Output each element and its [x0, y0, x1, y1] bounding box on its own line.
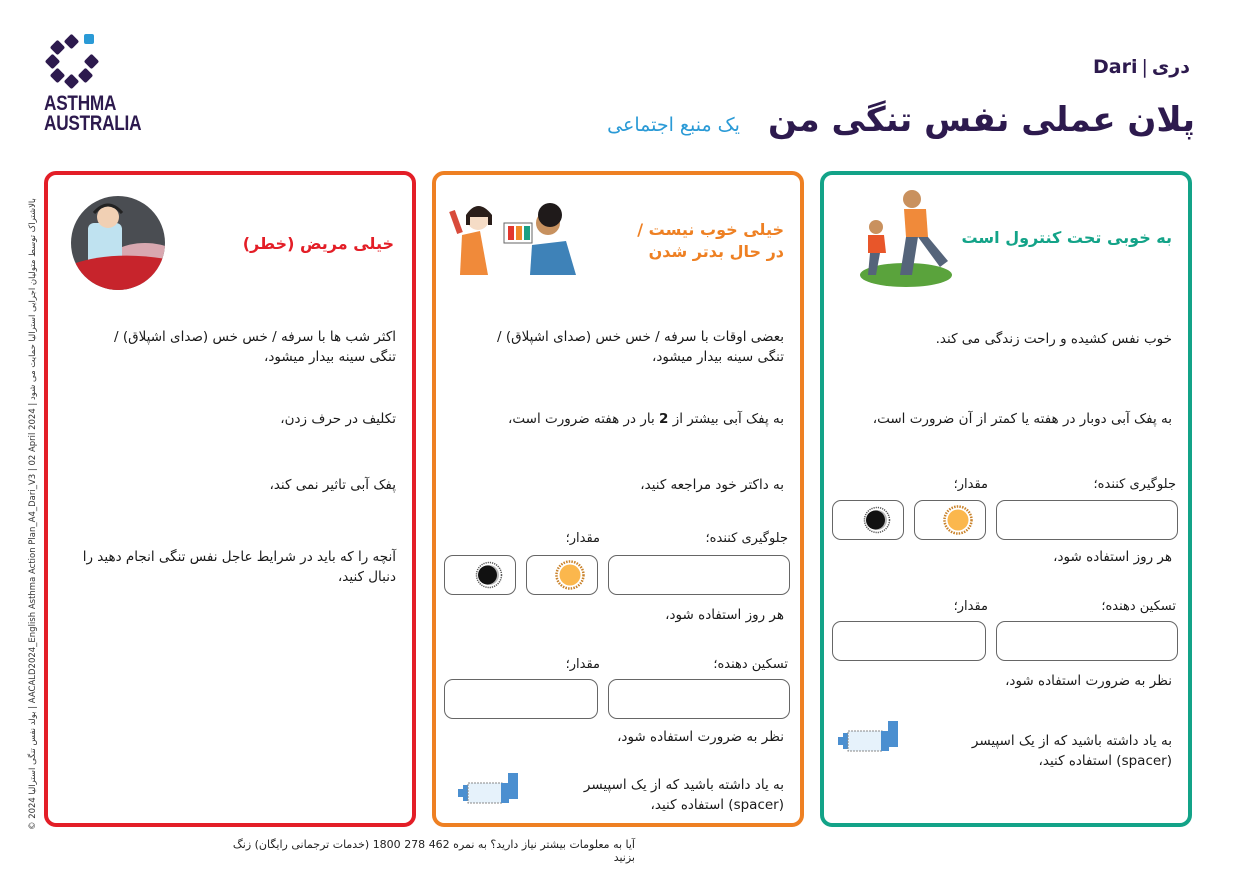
language-english: Dari: [1093, 56, 1138, 78]
sun-icon: [555, 560, 585, 590]
green-reliever-input[interactable]: [996, 621, 1178, 661]
green-night-dose-input[interactable]: [832, 500, 904, 540]
orange-reliever-input[interactable]: [608, 679, 790, 719]
language-label: Dari | دری: [1093, 56, 1190, 78]
orange-preventer-note: هر روز استفاده شود،: [665, 607, 784, 623]
green-morning-dose-input[interactable]: [914, 500, 986, 540]
children-playing-illustration: [856, 185, 958, 287]
green-preventer-input[interactable]: [996, 500, 1178, 540]
orange-dose-label: مقدار؛: [565, 531, 600, 546]
zone-green-controlled: [820, 171, 1192, 827]
title-row: [607, 100, 1195, 140]
green-reliever-dose-label: مقدار؛: [953, 599, 988, 614]
language-native: دری: [1151, 56, 1190, 78]
spacer-device-icon: [458, 771, 524, 805]
orange-symptom-reliever-use: به پفک آبی بیشتر از 2 بار در هفته ضرورت است،: [508, 411, 784, 427]
moon-icon: [863, 506, 891, 534]
green-reliever-dose-input[interactable]: [832, 621, 986, 661]
green-dose-label: مقدار؛: [953, 477, 988, 492]
green-reliever-note: نظر به ضرورت استفاده شود،: [1005, 673, 1172, 689]
red-symptom-night-waking: اکثر شب ها با سرفه / خس خس (صدای اشپلاق) / تنگی سینه بیدار میشود،: [113, 329, 396, 365]
red-symptom-speaking: تکلیف در حرف زدن،: [280, 411, 396, 427]
orange-night-dose-input[interactable]: [444, 555, 516, 595]
orange-see-doctor: به داکتر خود مراجعه کنید،: [640, 477, 784, 493]
red-instruction-emergency: آنچه را که باید در شرایط عاجل نفس تنگی انجام دهید را دنبال کنید،: [82, 549, 396, 585]
green-spacer-reminder: به یاد داشته باشید که از یک اسپیسر (spacer) استفاده کنید،: [971, 733, 1172, 769]
orange-reliever-note: نظر به ضرورت استفاده شود،: [617, 729, 784, 745]
green-reliever-label: تسکین دهنده؛: [1101, 599, 1176, 614]
zone-red-severe: [44, 171, 416, 827]
footer-helpline: آیا به معلومات بیشتر نیاز دارید؟ به نمره 462 278 1800 (خدمات ترجمانی رایگان) زنگ بزنید: [232, 838, 635, 864]
green-preventer-note: هر روز استفاده شود،: [1053, 549, 1172, 565]
zone-orange-heading: خیلی خوب نیست / در حال بدتر شدن: [637, 220, 784, 261]
sun-icon: [943, 505, 973, 535]
orange-preventer-input[interactable]: [608, 555, 790, 595]
red-symptom-reliever-ineffective: پفک آبی تاثیر نمی کند،: [269, 477, 396, 493]
orange-preventer-label: جلوگیری کننده؛: [705, 531, 788, 546]
side-footnote: © بولد نفس تنگی استرالیا 2024 | AACALD2024_English Asthma Action Plan_A4_Dari_V3 | 02 April 2024 | بالاشتراک توسط متولیان اجرایی استرالیا حمایت می شود: [28, 198, 38, 830]
sick-in-bed-illustration: [70, 195, 166, 291]
zone-red-heading: خیلی مریض (خطر): [242, 234, 394, 253]
orange-symptom-night-waking: بعضی اوقات با سرفه / خس خس (صدای اشپلاق) / تنگی سینه بیدار میشود،: [497, 329, 784, 365]
green-symptom-reliever-use: به پفک آبی دوبار در هفته یا کمتر از آن ضرورت است،: [872, 411, 1172, 427]
orange-reliever-dose-label: مقدار؛: [565, 657, 600, 672]
spacer-device-icon: [838, 719, 904, 753]
green-preventer-label: جلوگیری کننده؛: [1093, 477, 1176, 492]
orange-morning-dose-input[interactable]: [526, 555, 598, 595]
green-symptom-breathing-well: خوب نفس کشیده و راحت زندگی می کند.: [935, 331, 1172, 347]
moon-icon: [475, 561, 503, 589]
page-title: پلان عملی نفس تنگی من: [767, 100, 1195, 140]
zone-orange-worsening: [432, 171, 804, 827]
doctor-consultation-illustration: [448, 201, 580, 275]
orange-reliever-label: تسکین دهنده؛: [713, 657, 788, 672]
orange-spacer-reminder: به یاد داشته باشید که از یک اسپیسر (spacer) استفاده کنید،: [583, 777, 784, 813]
asthma-australia-logo: [44, 30, 154, 134]
logo-text: ASTHMA AUSTRALIA: [44, 92, 142, 135]
logo-mark-icon: [44, 30, 104, 90]
orange-reliever-dose-input[interactable]: [444, 679, 598, 719]
zone-green-heading: به خوبی تحت کنترول است: [961, 228, 1172, 247]
page-subtitle: یک منبع اجتماعی: [607, 114, 740, 136]
